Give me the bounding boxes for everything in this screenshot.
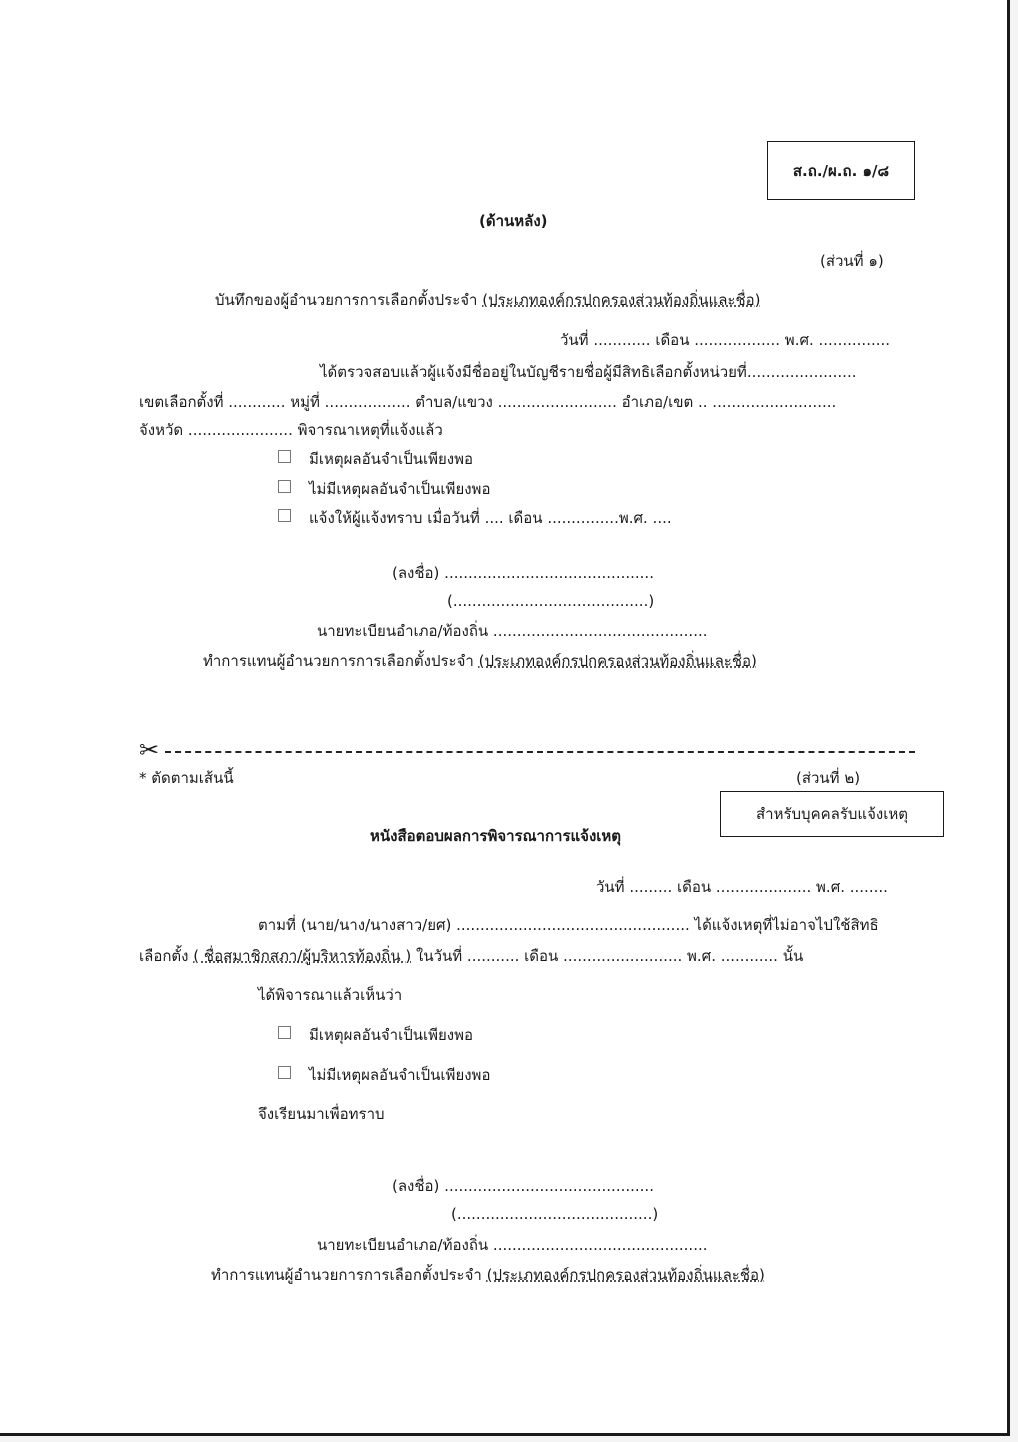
part2-ref-line: ตามที่ (นาย/นาง/นางสาว/ยศ) ................................................. ได้แจ้งเหตุที่ไม่อาจไปใช้สิทธิ <box>258 916 879 934</box>
part1-checked-line: ได้ตรวจสอบแล้วผู้แจ้งมีชื่ออยู่ในบัญชีรายชื่อผู้มีสิทธิเลือกตั้งหน่วยที่....................... <box>320 363 857 381</box>
recipient-box-label: สำหรับบุคคลรับแจ้งเหตุ <box>756 805 908 823</box>
part1-checkbox-insufficient[interactable] <box>278 480 291 493</box>
part1-sign-name: (.........................................) <box>447 592 655 610</box>
part1-title <box>215 290 761 310</box>
back-side-heading: (ด้านหลัง) <box>479 212 548 230</box>
part1-checkbox-sufficient[interactable] <box>278 450 291 463</box>
part1-province-line: จังหวัด ...................... พิจารณาเหตุที่แจ้งแล้ว <box>139 421 443 439</box>
part2-date-line: วันที่ ......... เดือน .................... พ.ศ. ........ <box>596 878 888 896</box>
recipient-box <box>720 791 944 837</box>
part1-option-sufficient: มีเหตุผลอันจำเป็นเพียงพอ <box>309 450 474 468</box>
part1-label: (ส่วนที่ ๑) <box>820 252 884 270</box>
cut-line <box>165 751 915 753</box>
part1-checkbox-notify[interactable] <box>278 509 291 522</box>
form-code: ส.ถ./ผ.ถ. ๑/๘ <box>792 161 890 180</box>
part1-sign-line: (ลงชื่อ) ............................................ <box>392 564 654 582</box>
part2-sign-name: (.........................................) <box>451 1205 659 1223</box>
part2-checkbox-sufficient[interactable] <box>278 1026 291 1039</box>
part2-considered: ได้พิจารณาแล้วเห็นว่า <box>258 986 403 1004</box>
part1-registrar-line: นายทะเบียนอำเภอ/ท้องถิ่น ............................................. <box>317 622 708 640</box>
part1-title-prefix: บันทึกของผู้อำนวยการการเลือกตั้งประจำ <box>215 291 478 309</box>
part2-closing: จึงเรียนมาเพื่อทราบ <box>258 1105 385 1123</box>
part2-election-suffix: ในวันที่ ........... เดือน ......................... พ.ศ. ............ นั้น <box>416 947 804 965</box>
part1-acting-line <box>203 651 757 671</box>
part2-option-insufficient: ไม่มีเหตุผลอันจำเป็นเพียงพอ <box>309 1066 491 1084</box>
part2-sign-line: (ลงชื่อ) ............................................ <box>392 1177 654 1195</box>
part2-title: หนังสือตอบผลการพิจารณาการแจ้งเหตุ <box>370 827 622 845</box>
part1-option-notify: แจ้งให้ผู้แจ้งทราบ เมื่อวันที่ .... เดือน ...............พ.ศ. .... <box>309 509 672 527</box>
part2-acting-line <box>211 1265 765 1285</box>
part1-acting-org: (ประเภทองค์กรปกครองส่วนท้องถิ่นและชื่อ) <box>478 652 757 670</box>
part1-title-org: (ประเภทองค์กรปกครองส่วนท้องถิ่นและชื่อ) <box>482 291 761 309</box>
part2-election-prefix: เลือกตั้ง <box>139 947 189 965</box>
scissors-icon: ✂ <box>139 736 160 764</box>
part2-acting-org: (ประเภทองค์กรปกครองส่วนท้องถิ่นและชื่อ) <box>486 1266 765 1284</box>
part1-acting-prefix: ทำการแทนผู้อำนวยการการเลือกตั้งประจำ <box>203 652 474 670</box>
part1-district-line: เขตเลือกตั้งที่ ............ หมู่ที่ .................. ตำบล/แขวง ......................... อำเภอ/เขต .. .......................... <box>139 393 837 411</box>
part2-election-line <box>139 946 803 966</box>
part2-option-sufficient: มีเหตุผลอันจำเป็นเพียงพอ <box>309 1026 474 1044</box>
part2-acting-prefix: ทำการแทนผู้อำนวยการการเลือกตั้งประจำ <box>211 1266 482 1284</box>
part1-date-line: วันที่ ............ เดือน .................. พ.ศ. ............... <box>560 331 891 349</box>
part2-election-member: ( ชื่อสมาชิกสภา/ผู้บริหารท้องถิ่น ) <box>193 947 412 965</box>
cut-note: * ตัดตามเส้นนี้ <box>139 769 234 787</box>
part2-label: (ส่วนที่ ๒) <box>796 769 861 787</box>
form-code-box <box>767 141 915 200</box>
part2-registrar-line: นายทะเบียนอำเภอ/ท้องถิ่น ............................................. <box>317 1236 708 1254</box>
part1-option-insufficient: ไม่มีเหตุผลอันจำเป็นเพียงพอ <box>309 480 491 498</box>
part2-checkbox-insufficient[interactable] <box>278 1066 291 1079</box>
